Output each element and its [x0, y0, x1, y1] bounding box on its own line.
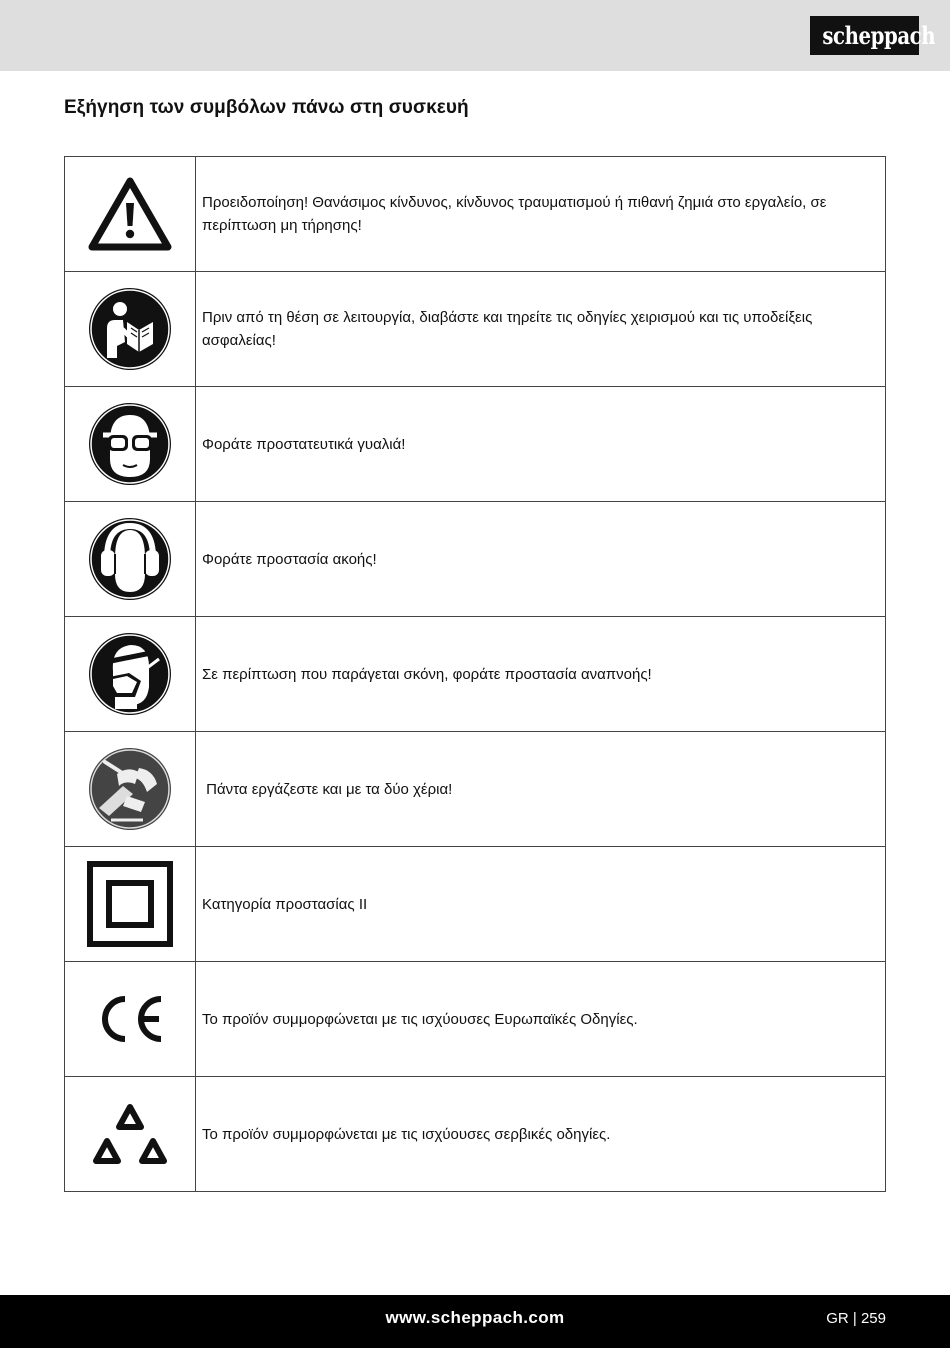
symbol-description: Το προϊόν συμμορφώνεται με τις ισχύουσες σερβικές οδηγίες.: [196, 1077, 886, 1192]
symbol-description: Φοράτε προστασία ακοής!: [196, 502, 886, 617]
table-row: [65, 272, 886, 387]
table-row: [65, 732, 886, 847]
symbol-description: Κατηγορία προστασίας II: [196, 847, 886, 962]
table-row: [65, 157, 886, 272]
serbian-conformity-icon: [92, 1101, 168, 1167]
symbol-description: Το προϊόν συμμορφώνεται με τις ισχύουσες Ευρωπαϊκές Οδηγίες.: [196, 962, 886, 1077]
footer-band: [0, 1295, 950, 1348]
brand-logo: scheppach: [810, 16, 919, 55]
symbol-description: Φοράτε προστατευτικά γυαλιά!: [196, 387, 886, 502]
protection-class-ii-icon: [87, 861, 173, 947]
safety-goggles-icon: [87, 401, 173, 487]
symbol-table: [64, 156, 886, 1192]
page-number: GR | 259: [826, 1310, 886, 1327]
table-row: [65, 502, 886, 617]
symbol-description: Πριν από τη θέση σε λειτουργία, διαβάστε και τηρείτε τις οδηγίες χειρισμού και τις υποδείξεις ασφαλείας!: [196, 272, 886, 387]
table-row: [65, 962, 886, 1077]
footer-website: www.scheppach.com: [385, 1308, 565, 1327]
table-row: [65, 847, 886, 962]
page-title: Εξήγηση των συμβόλων πάνω στη συσκευή: [64, 97, 469, 118]
header-band: [0, 0, 950, 71]
ce-mark-icon: [95, 993, 165, 1045]
warning-triangle-icon: [88, 176, 172, 252]
read-manual-icon: [87, 286, 173, 372]
table-row: [65, 1077, 886, 1192]
table-row: [65, 617, 886, 732]
two-hands-icon: [87, 746, 173, 832]
symbol-description: Σε περίπτωση που παράγεται σκόνη, φοράτε προστασία αναπνοής!: [196, 617, 886, 732]
ear-protection-icon: [87, 516, 173, 602]
symbol-description: Προειδοποίηση! Θανάσιμος κίνδυνος, κίνδυνος τραυματισμού ή πιθανή ζημιά στο εργαλείο, σε περίπτωση μη τήρησης!: [196, 157, 886, 272]
symbol-description: Πάντα εργάζεστε και με τα δύο χέρια!: [196, 732, 886, 847]
table-row: [65, 387, 886, 502]
dust-mask-icon: [87, 631, 173, 717]
